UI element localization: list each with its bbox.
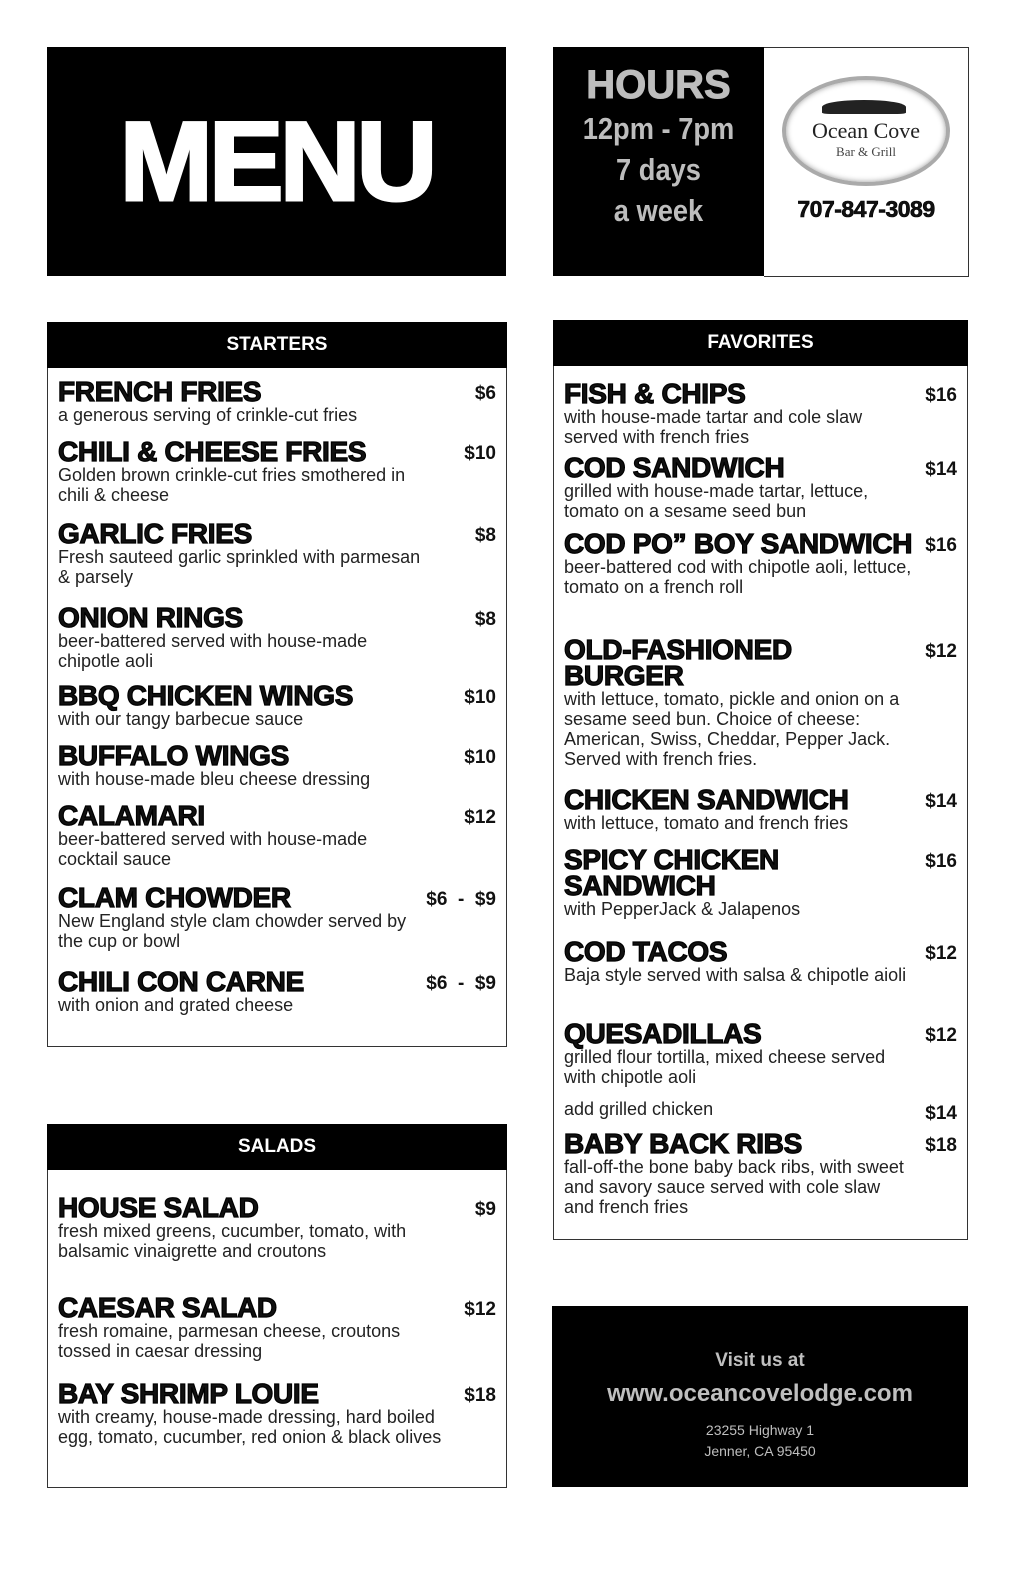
item-price: $10 (464, 687, 496, 708)
menu-item (564, 784, 957, 833)
menu-item (58, 740, 496, 789)
item-name: CLAM CHOWDER (58, 882, 291, 913)
hours-heading: HOURS (586, 63, 731, 107)
item-name: COD TACOS (564, 936, 728, 967)
item-description: with creamy, house-made dressing, hard boiled egg, tomato, cucumber, red onion & black olives (58, 1407, 442, 1447)
item-description: fall-off-the bone baby back ribs, with sweet and savory sauce served with cole slaw and french fries (564, 1157, 904, 1217)
logo-subtitle: Bar & Grill (836, 144, 896, 159)
menu-item (58, 1192, 496, 1261)
item-price: $6 - $9 (426, 973, 496, 994)
menu-item (58, 602, 496, 671)
item-name: COD PO” BOY SANDWICH (564, 528, 913, 559)
starters-section (47, 322, 507, 1047)
item-price: $12 (464, 1299, 496, 1320)
menu-item (564, 378, 957, 447)
item-name: COD SANDWICH (564, 452, 785, 483)
item-description: New England style clam chowder served by the cup or bowl (58, 911, 407, 951)
item-price: $12 (925, 641, 957, 662)
salads-section (47, 1124, 507, 1488)
menu-item (564, 844, 957, 919)
hours-time: 12pm - 7pm (582, 111, 735, 146)
menu-item (564, 452, 957, 521)
item-description: with lettuce, tomato, pickle and onion on a sesame seed bun. Choice of cheese: American, Swiss, Cheddar, Pepper Jack. Served with french fries. (564, 689, 900, 769)
ocean-cove-logo (782, 76, 950, 186)
item-name: SPICY CHICKEN SANDWICH (564, 844, 779, 901)
logo-panel (764, 47, 969, 277)
item-description: fresh romaine, parmesan cheese, croutons tossed in caesar dressing (58, 1321, 401, 1361)
item-name: BBQ CHICKEN WINGS (58, 680, 354, 711)
item-description: grilled flour tortilla, mixed cheese served with chipotle aoli (564, 1047, 886, 1087)
item-price: $14 (925, 459, 957, 480)
item-price: $16 (925, 385, 957, 406)
footer-panel (552, 1306, 968, 1487)
salads-heading: SALADS (47, 1124, 507, 1170)
item-price: $8 (474, 609, 496, 630)
menu-item (58, 518, 496, 587)
menu-title: MENU (47, 47, 506, 276)
logo-name: Ocean Cove (811, 118, 921, 143)
item-name: FISH & CHIPS (564, 378, 746, 409)
menu-item (564, 528, 957, 597)
favorites-section (553, 320, 968, 1240)
menu-item (58, 376, 496, 425)
item-price: $14 (925, 1103, 957, 1124)
item-description: beer-battered served with house-made chipotle aoli (58, 631, 368, 671)
item-description: Golden brown crinkle-cut fries smothered in chili & cheese (58, 465, 406, 505)
item-description: fresh mixed greens, cucumber, tomato, with balsamic vinaigrette and croutons (58, 1221, 407, 1261)
favorites-heading: FAVORITES (553, 320, 968, 366)
item-price: $18 (925, 1135, 957, 1156)
item-description: beer-battered served with house-made cocktail sauce (58, 829, 368, 869)
item-name: GARLIC FRIES (58, 518, 252, 549)
item-name: QUESADILLAS (564, 1018, 762, 1049)
visit-label: Visit us at (715, 1350, 805, 1371)
item-description: Fresh sauteed garlic sprinkled with parmesan & parsely (58, 547, 421, 587)
item-name: CAESAR SALAD (58, 1292, 277, 1323)
hours-panel (553, 47, 764, 276)
whale-tail-icon (822, 100, 906, 114)
menu-item (58, 966, 496, 1015)
item-name: FRENCH FRIES (58, 376, 262, 407)
item-price: $10 (464, 443, 496, 464)
menu-item (58, 800, 496, 869)
menu-item (58, 680, 496, 729)
item-name: CHICKEN SANDWICH (564, 784, 849, 815)
phone-number: 707-847-3089 (797, 196, 935, 222)
starters-heading: STARTERS (47, 322, 507, 368)
menu-item (58, 1292, 496, 1361)
item-price: $16 (925, 535, 957, 556)
item-price: $10 (464, 747, 496, 768)
item-description: with house-made bleu cheese dressing (58, 769, 371, 789)
menu-item (58, 436, 496, 505)
item-description: with lettuce, tomato and french fries (564, 813, 849, 833)
item-name: CHILI & CHEESE FRIES (58, 436, 367, 467)
item-name: OLD-FASHIONED BURGER (564, 634, 792, 691)
item-description: a generous serving of crinkle-cut fries (58, 405, 358, 425)
item-description: with house-made tartar and cole slaw served with french fries (564, 407, 863, 447)
item-price: $6 (474, 383, 496, 404)
hours-days: 7 days (616, 152, 701, 187)
item-name: CHILI CON CARNE (58, 966, 304, 997)
menu-item (58, 882, 496, 951)
menu-item (564, 1099, 957, 1124)
menu-item (564, 936, 957, 985)
website-link[interactable]: www.oceancovelodge.com (607, 1380, 913, 1407)
item-price: $12 (925, 943, 957, 964)
item-description: with onion and grated cheese (58, 995, 294, 1015)
item-price: $12 (925, 1025, 957, 1046)
item-price: $16 (925, 851, 957, 872)
item-price: $14 (925, 791, 957, 812)
menu-item (564, 634, 957, 769)
address-line-2: Jenner, CA 95450 (704, 1443, 816, 1459)
item-name: HOUSE SALAD (58, 1192, 259, 1223)
item-name: BAY SHRIMP LOUIE (58, 1378, 319, 1409)
menu-item (58, 1378, 496, 1447)
item-description: grilled with house-made tartar, lettuce, tomato on a sesame seed bun (564, 481, 869, 521)
item-name: CALAMARI (58, 800, 205, 831)
item-name: BABY BACK RIBS (564, 1128, 802, 1159)
item-description: add grilled chicken (564, 1099, 714, 1119)
item-name: BUFFALO WINGS (58, 740, 289, 771)
address-line-1: 23255 Highway 1 (705, 1422, 815, 1438)
item-price: $12 (464, 807, 496, 828)
item-description: beer-battered cod with chipotle aoli, lettuce, tomato on a french roll (564, 557, 912, 597)
item-description: with our tangy barbecue sauce (58, 709, 304, 729)
menu-item (564, 1018, 957, 1087)
item-name: ONION RINGS (58, 602, 243, 633)
item-price: $6 - $9 (426, 889, 496, 910)
item-price: $8 (474, 525, 496, 546)
item-description: Baja style served with salsa & chipotle aioli (564, 965, 907, 985)
item-price: $9 (474, 1199, 496, 1220)
menu-item (564, 1128, 957, 1217)
hours-week: a week (613, 193, 704, 228)
item-price: $18 (464, 1385, 496, 1406)
item-description: with PepperJack & Jalapenos (564, 899, 801, 919)
